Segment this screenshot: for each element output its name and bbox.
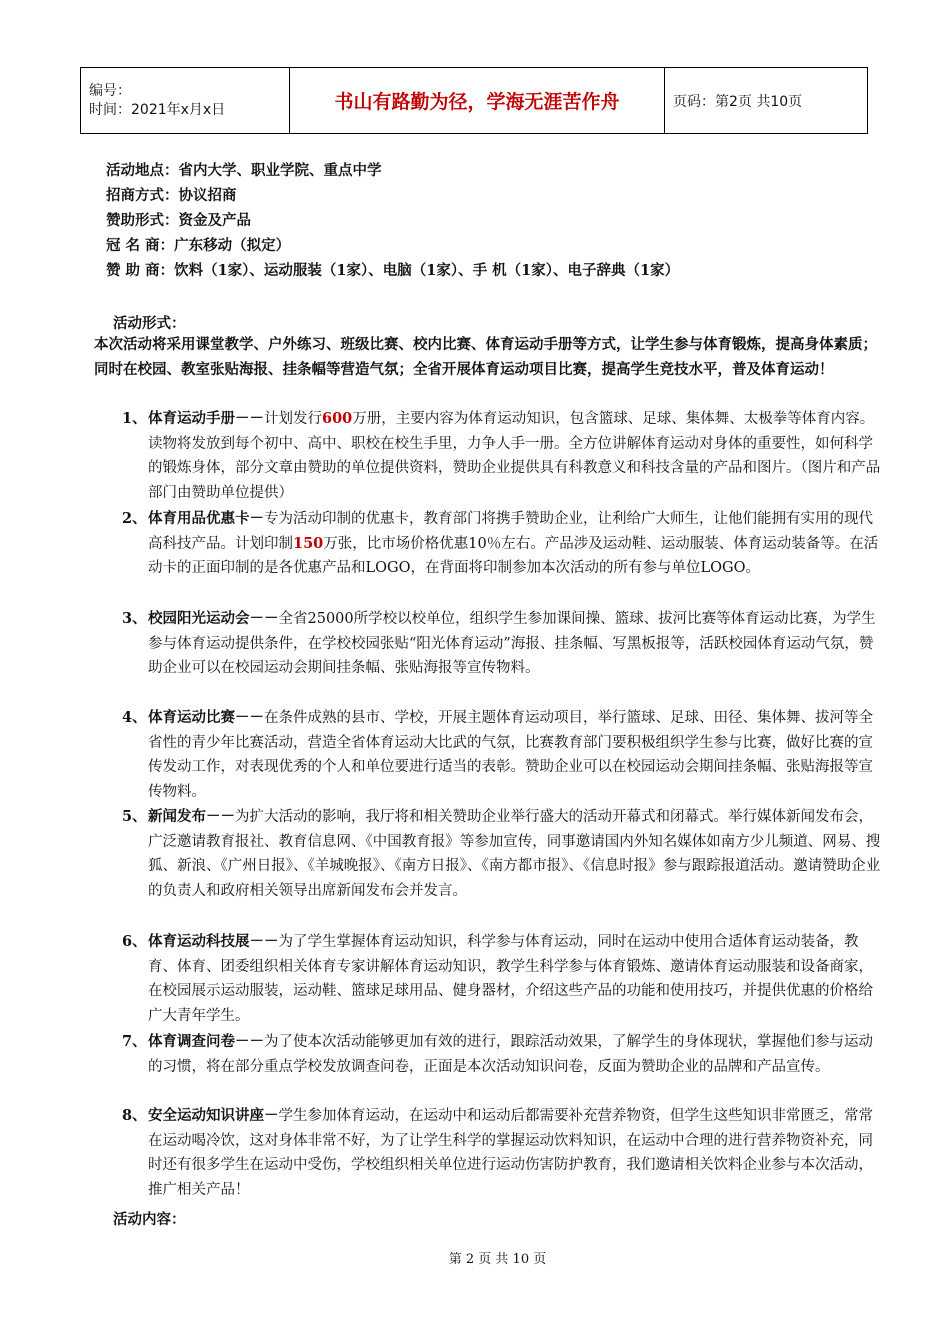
item-title: 体育运动科技展－－ [148, 933, 279, 950]
item-title: 体育调查问卷－－ [148, 1033, 264, 1050]
item-number: 7、 [122, 1033, 147, 1050]
info-invest-method: 招商方式：协议招商 [106, 187, 237, 204]
item-title: 新闻发布－－ [148, 808, 235, 825]
item-text: 为扩大活动的影响，我厅将和相关赞助企业举行盛大的活动开幕式和闭幕式。举行媒体新闻发布会，广泛邀请教育报社、教育信息网、《中国教育报》等参加宣传，同事邀请国内外知名媒体如南方少儿频道、网易、搜狐、新浪、《广州日报》、《羊城晚报》、《南方日报》、《南方都市报》、《信息时报》参与跟踪报道活动。邀请赞助企业的负责人和政府相关领导出席新闻发布会并发言。 [148, 809, 881, 899]
item-highlight: 600 [322, 410, 353, 427]
item-text-post: 万册，主要内容为体育运动知识，包含篮球、足球、集体舞、太极拳等体育内容。读物将发放到每个初中、高中、职校在校生手里，力争人手一册。全方位讲解体育运动对身体的重要性，如何科学的锻炼身体，部分文章由赞助的单位提供资料，赞助企业提供具有科教意义和科技含量的产品和图片。（图片和产品部门由赞助单位提供） [148, 411, 881, 501]
item-number: 8、 [122, 1107, 147, 1124]
item-text: 在条件成熟的县市、学校，开展主题体育运动项目，举行篮球、足球、田径、集体舞、拔河等全省性的青少年比赛活动，营造全省体育运动大比武的气氛，比赛教育部门要积极组织学生参与比赛，做好比赛的宣传发动工作，对表现优秀的个人和单位要进行适当的表彰。赞助企业可以在校园运动会期间挂条幅、张贴海报等宣传物料。 [148, 710, 873, 800]
item-text: 为了使本次活动能够更加有效的进行，跟踪活动效果，了解学生的身体现状，掌握他们参与运动的习惯，将在部分重点学校发放调查问卷，正面是本次活动知识问卷，反面为赞助企业的品牌和产品宣传。 [148, 1034, 873, 1075]
item-number: 6、 [122, 933, 147, 950]
list-item [122, 706, 882, 804]
list-item [122, 930, 882, 1028]
list-item [122, 805, 882, 903]
page-footer: 第 2 页 共 10 页 [448, 1252, 547, 1267]
item-text: 为了学生掌握体育运动知识，科学参与体育运动，同时在运动中使用合适体育运动装备，教育、体育、团委组织相关体育专家讲解体育运动知识，教学生科学参与体育锻炼、邀请体育运动服装和设备商家，在校园展示运动服装，运动鞋、篮球足球用品、健身器材，介绍这些产品的功能和使用技巧，并提供优惠的价格给广大青年学生。 [148, 934, 873, 1024]
info-location: 活动地点：省内大学、职业学院、重点中学 [106, 162, 382, 179]
item-number: 2、 [122, 510, 147, 527]
item-text: 计划发行 [264, 411, 322, 427]
list-item [122, 1104, 882, 1202]
list-item [122, 407, 882, 505]
intro-text: 本次活动将采用课堂教学、户外练习、班级比赛、校内比赛、体育运动手册等方式，让学生参与体育锻炼，提高身体素质；同时在校园、教室张贴海报、挂条幅等营造气氛；全省开展体育运动项目比赛，提高学生竞技水平，普及体育运动！ [94, 336, 877, 378]
intro-paragraph [94, 333, 889, 382]
header-motto: 书山有路勤为径，学海无涯苦作舟 [290, 68, 665, 134]
item-text: 专为活动印制的优惠卡，教育部门将携手赞助企业，让利给广大师生，让他们能拥有实用的现代高科技产品。计划印制 [148, 511, 873, 552]
info-sponsor-form: 赞助形式：资金及产品 [106, 212, 251, 229]
item-number: 5、 [122, 808, 147, 825]
content-title: 活动内容： [113, 1211, 186, 1228]
item-highlight: 150 [293, 534, 324, 552]
list-item [122, 1030, 882, 1079]
info-title-sponsor: 冠 名 商：广东移动（拟定） [106, 237, 291, 254]
item-title: 体育运动手册－－ [148, 410, 264, 427]
item-text: 全省25000所学校以校单位，组织学生参加课间操、篮球、拔河比赛等体育运动比赛，为学生参与体育运动提供条件，在学校校园张贴“阳光体育运动”海报、挂条幅、写黑板报等，活跃校园体育运动气氛，赞助企业可以在校园运动会期间挂条幅、张贴海报等宣传物料。 [148, 611, 876, 676]
item-title: 校园阳光运动会－－ [148, 610, 279, 627]
number-label: 编号： [89, 82, 131, 99]
item-text-post: 万张，比市场价格优惠10％左右。产品涉及运动鞋、运动服装、体育运动装备等。在活动卡的正面印制的是各优惠产品和LOGO，在背面将印制参加本次活动的所有参与单位LOGO。 [148, 535, 879, 576]
header-page-label: 页码：第2页 共10页 [665, 68, 868, 134]
time-label: 时间：2021年x月x日 [89, 101, 226, 118]
item-text: 学生参加体育运动，在运动中和运动后都需要补充营养物资，但学生这些知识非常匮乏，常常在运动喝冷饮，这对身体非常不好，为了让学生科学的掌握运动饮料知识，在运动中合理的进行营养物资补充，同时还有很多学生在运动中受伤，学校组织相关单位进行运动伤害防护教育，我们邀请相关饮料企业参与本次活动，推广相关产品！ [148, 1108, 873, 1198]
info-sponsors: 赞 助 商：饮料（1家）、运动服装（1家）、电脑（1家）、手 机（1家）、电子辞典（1家） [106, 262, 680, 279]
page-header [80, 67, 868, 134]
list-item [122, 607, 882, 681]
item-title: 安全运动知识讲座－ [148, 1107, 279, 1124]
header-meta [81, 68, 290, 134]
item-number: 3、 [122, 610, 147, 627]
list-item [122, 507, 882, 581]
item-number: 1、 [122, 410, 147, 427]
item-number: 4、 [122, 709, 147, 726]
form-title: 活动形式： [113, 315, 186, 332]
item-title: 体育运动比赛－－ [148, 709, 264, 726]
item-title: 体育用品优惠卡－ [148, 510, 264, 527]
